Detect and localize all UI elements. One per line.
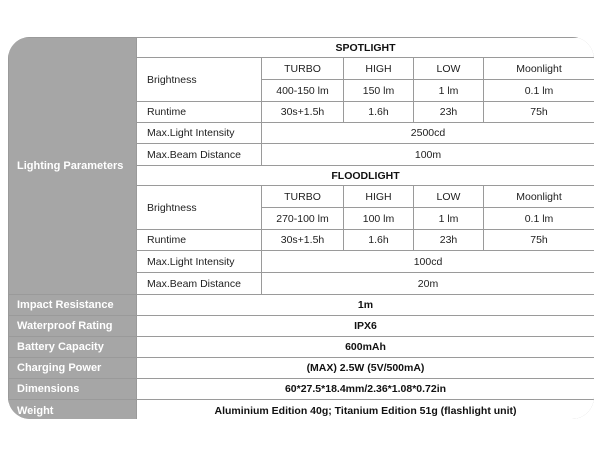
floodlight-mode-high: HIGH <box>344 186 414 208</box>
spec-row <box>9 337 595 358</box>
charging-power-value: (MAX) 2.5W (5V/500mA) <box>137 358 595 379</box>
spec-row <box>9 295 595 316</box>
spotlight-mode-moonlight: Moonlight <box>484 58 595 80</box>
floodlight-runtime-turbo: 30s+1.5h <box>262 230 344 251</box>
floodlight-brightness-label: Brightness <box>137 186 262 230</box>
spotlight-lumens-moonlight: 0.1 lm <box>484 80 595 102</box>
spotlight-runtime-label: Runtime <box>137 102 262 123</box>
spotlight-lumens-low: 1 lm <box>414 80 484 102</box>
floodlight-lumens-turbo: 270-100 lm <box>262 208 344 230</box>
battery-capacity-value: 600mAh <box>137 337 595 358</box>
lighting-parameters-label: Lighting Parameters <box>9 38 137 295</box>
spotlight-title-row <box>9 38 595 58</box>
floodlight-runtime-label: Runtime <box>137 230 262 251</box>
spotlight-runtime-high: 1.6h <box>344 102 414 123</box>
spotlight-mode-turbo: TURBO <box>262 58 344 80</box>
spotlight-mode-low: LOW <box>414 58 484 80</box>
floodlight-runtime-high: 1.6h <box>344 230 414 251</box>
floodlight-runtime-moonlight: 75h <box>484 230 595 251</box>
waterproof-rating-label: Waterproof Rating <box>9 316 137 337</box>
dimensions-value: 60*27.5*18.4mm/2.36*1.08*0.72in <box>137 379 595 400</box>
dimensions-label: Dimensions <box>9 379 137 400</box>
floodlight-mode-low: LOW <box>414 186 484 208</box>
spotlight-title: SPOTLIGHT <box>137 38 595 58</box>
spotlight-runtime-moonlight: 75h <box>484 102 595 123</box>
weight-label: Weight <box>9 400 137 420</box>
impact-resistance-value: 1m <box>137 295 595 316</box>
impact-resistance-label: Impact Resistance <box>9 295 137 316</box>
spotlight-mode-high: HIGH <box>344 58 414 80</box>
spotlight-intensity-label: Max.Light Intensity <box>137 123 262 144</box>
floodlight-mode-turbo: TURBO <box>262 186 344 208</box>
spec-row <box>9 379 595 400</box>
spotlight-intensity-value: 2500cd <box>262 123 595 144</box>
charging-power-label: Charging Power <box>9 358 137 379</box>
spotlight-brightness-label: Brightness <box>137 58 262 102</box>
waterproof-rating-value: IPX6 <box>137 316 595 337</box>
floodlight-runtime-low: 23h <box>414 230 484 251</box>
spotlight-runtime-low: 23h <box>414 102 484 123</box>
spec-row <box>9 358 595 379</box>
floodlight-distance-value: 20m <box>262 273 595 295</box>
floodlight-lumens-low: 1 lm <box>414 208 484 230</box>
spec-table <box>8 37 594 419</box>
floodlight-intensity-label: Max.Light Intensity <box>137 251 262 273</box>
floodlight-title: FLOODLIGHT <box>137 166 595 186</box>
spotlight-lumens-high: 150 lm <box>344 80 414 102</box>
spec-row <box>9 400 595 420</box>
spotlight-runtime-turbo: 30s+1.5h <box>262 102 344 123</box>
spotlight-lumens-turbo: 400-150 lm <box>262 80 344 102</box>
spec-card <box>8 37 594 419</box>
spec-row <box>9 316 595 337</box>
floodlight-intensity-value: 100cd <box>262 251 595 273</box>
floodlight-lumens-high: 100 lm <box>344 208 414 230</box>
floodlight-lumens-moonlight: 0.1 lm <box>484 208 595 230</box>
weight-value: Aluminium Edition 40g; Titanium Edition 51g (flashlight unit) <box>137 400 595 420</box>
spotlight-distance-label: Max.Beam Distance <box>137 144 262 166</box>
floodlight-mode-moonlight: Moonlight <box>484 186 595 208</box>
battery-capacity-label: Battery Capacity <box>9 337 137 358</box>
floodlight-distance-label: Max.Beam Distance <box>137 273 262 295</box>
spotlight-distance-value: 100m <box>262 144 595 166</box>
